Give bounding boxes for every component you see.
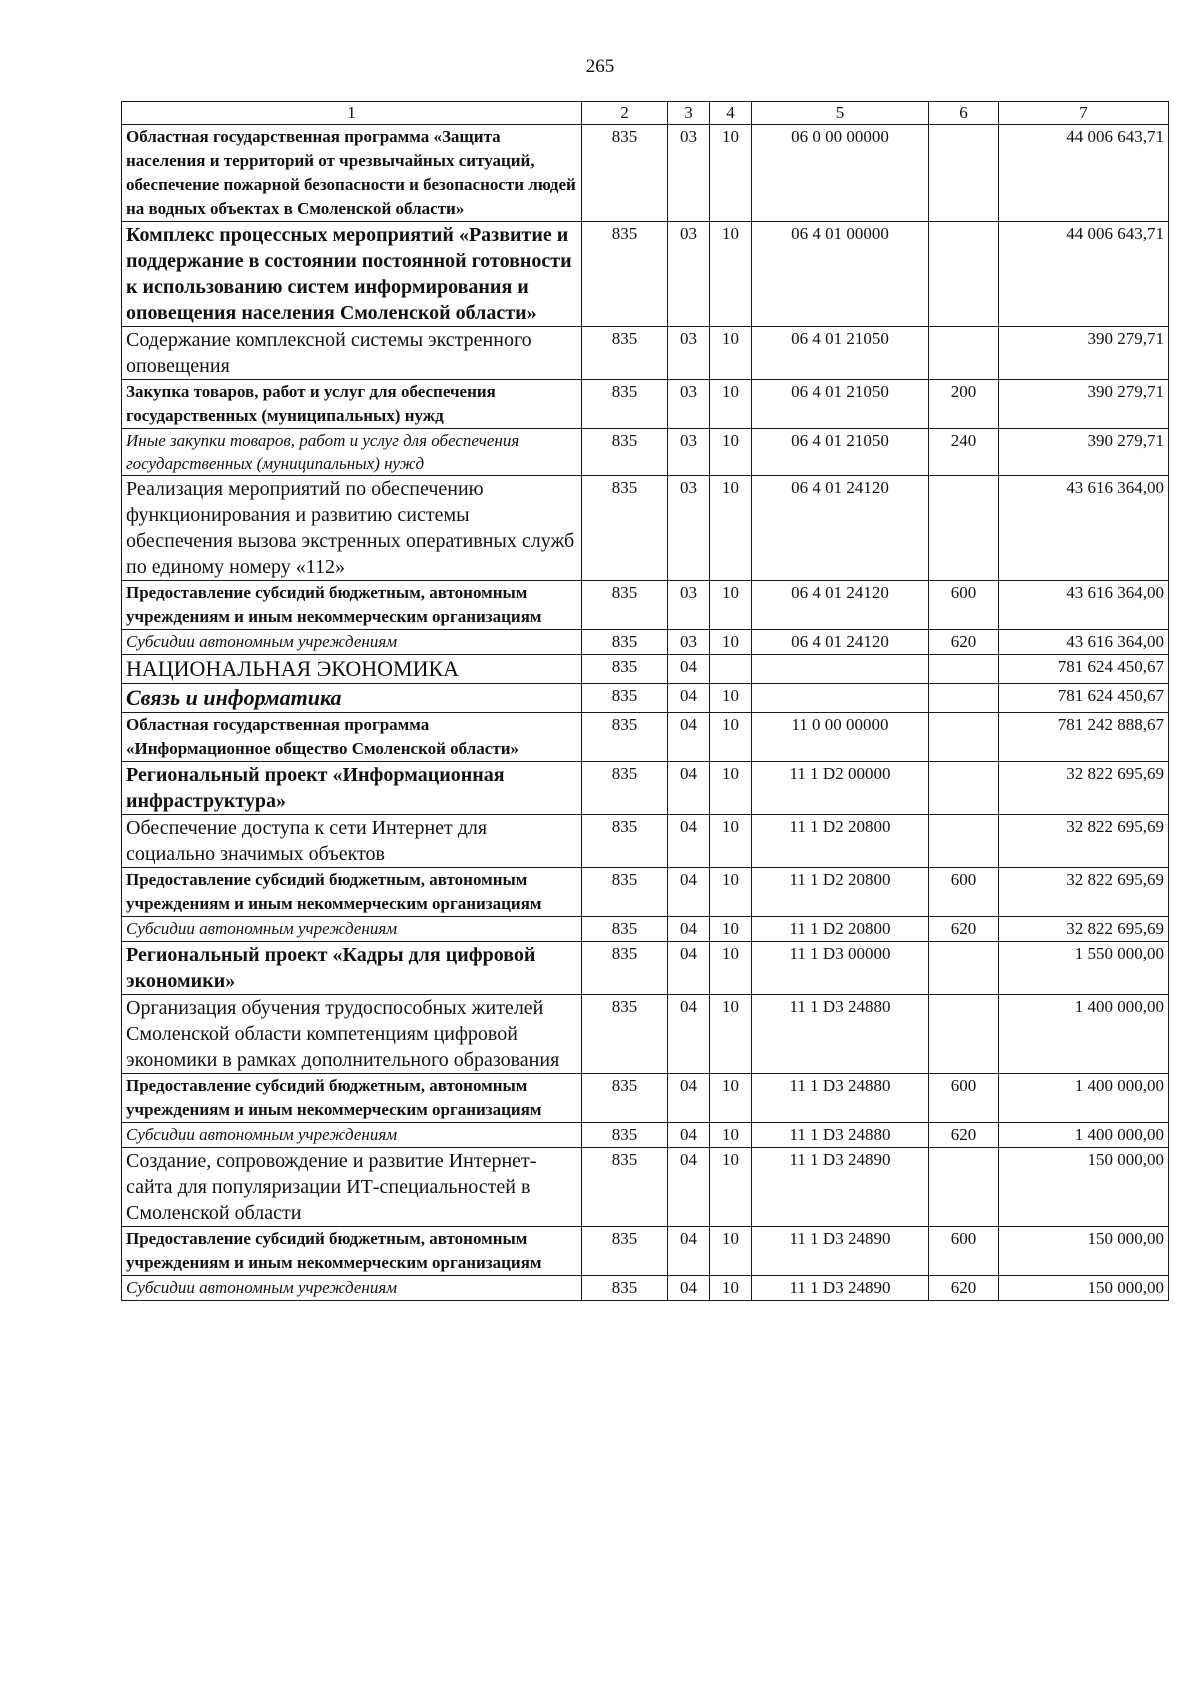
item-name-cell: Обеспечение доступа к сети Интернет для социально значимых объектов	[122, 815, 582, 868]
item-name-cell: Субсидии автономным учреждениям	[122, 917, 582, 942]
target-article-cell: 11 1 D3 24890	[752, 1148, 929, 1227]
column-header: 4	[710, 102, 752, 125]
expense-type-cell: 620	[929, 917, 999, 942]
target-article-cell: 11 1 D2 20800	[752, 815, 929, 868]
amount-cell: 44 006 643,71	[999, 125, 1169, 222]
section-code-cell: 04	[668, 1074, 710, 1123]
amount-cell: 1 400 000,00	[999, 1074, 1169, 1123]
section-code-cell: 04	[668, 1227, 710, 1276]
table-row	[122, 327, 1169, 380]
item-name-cell: Региональный проект «Информационная инфраструктура»	[122, 762, 582, 815]
table-row	[122, 1276, 1169, 1301]
ministry-code-cell: 835	[582, 327, 668, 380]
table-row	[122, 917, 1169, 942]
item-name-cell: Реализация мероприятий по обеспечению функционирования и развитию системы обеспечения вызова экстренных оперативных служб по единому номеру «112»	[122, 476, 582, 581]
ministry-code-cell: 835	[582, 995, 668, 1074]
ministry-code-cell: 835	[582, 1074, 668, 1123]
table-row	[122, 429, 1169, 476]
table-row	[122, 222, 1169, 327]
amount-cell: 781 624 450,67	[999, 655, 1169, 684]
section-code-cell: 04	[668, 713, 710, 762]
column-header: 5	[752, 102, 929, 125]
expense-type-cell	[929, 995, 999, 1074]
section-code-cell: 04	[668, 684, 710, 713]
ministry-code-cell: 835	[582, 917, 668, 942]
amount-cell: 150 000,00	[999, 1227, 1169, 1276]
amount-cell: 32 822 695,69	[999, 868, 1169, 917]
ministry-code-cell: 835	[582, 1276, 668, 1301]
table-row	[122, 655, 1169, 684]
expense-type-cell	[929, 222, 999, 327]
amount-cell: 43 616 364,00	[999, 476, 1169, 581]
expense-type-cell: 620	[929, 630, 999, 655]
subsection-code-cell: 10	[710, 380, 752, 429]
ministry-code-cell: 835	[582, 1148, 668, 1227]
column-header: 6	[929, 102, 999, 125]
ministry-code-cell: 835	[582, 380, 668, 429]
target-article-cell: 11 1 D2 20800	[752, 917, 929, 942]
section-code-cell: 03	[668, 380, 710, 429]
table-row	[122, 476, 1169, 581]
target-article-cell: 06 0 00 00000	[752, 125, 929, 222]
expense-type-cell: 240	[929, 429, 999, 476]
amount-cell: 32 822 695,69	[999, 762, 1169, 815]
subsection-code-cell: 10	[710, 630, 752, 655]
expense-type-cell: 600	[929, 1074, 999, 1123]
target-article-cell: 06 4 01 24120	[752, 581, 929, 630]
subsection-code-cell: 10	[710, 125, 752, 222]
item-name-cell: НАЦИОНАЛЬНАЯ ЭКОНОМИКА	[122, 655, 582, 684]
item-name-cell: Предоставление субсидий бюджетным, автономным учреждениям и иным некоммерческим организациям	[122, 1227, 582, 1276]
ministry-code-cell: 835	[582, 1123, 668, 1148]
section-code-cell: 03	[668, 476, 710, 581]
item-name-cell: Организация обучения трудоспособных жителей Смоленской области компетенциям цифровой экономики в рамках дополнительного образования	[122, 995, 582, 1074]
section-code-cell: 03	[668, 429, 710, 476]
expense-type-cell	[929, 125, 999, 222]
subsection-code-cell: 10	[710, 476, 752, 581]
amount-cell: 32 822 695,69	[999, 815, 1169, 868]
subsection-code-cell: 10	[710, 581, 752, 630]
ministry-code-cell: 835	[582, 684, 668, 713]
column-header: 3	[668, 102, 710, 125]
amount-cell: 390 279,71	[999, 380, 1169, 429]
amount-cell: 44 006 643,71	[999, 222, 1169, 327]
amount-cell: 781 624 450,67	[999, 684, 1169, 713]
section-code-cell: 04	[668, 1276, 710, 1301]
expense-type-cell	[929, 655, 999, 684]
column-header: 7	[999, 102, 1169, 125]
section-code-cell: 03	[668, 630, 710, 655]
target-article-cell: 11 1 D3 24880	[752, 1123, 929, 1148]
item-name-cell: Предоставление субсидий бюджетным, автономным учреждениям и иным некоммерческим организациям	[122, 581, 582, 630]
amount-cell: 781 242 888,67	[999, 713, 1169, 762]
amount-cell: 43 616 364,00	[999, 630, 1169, 655]
table-row	[122, 815, 1169, 868]
item-name-cell: Предоставление субсидий бюджетным, автономным учреждениям и иным некоммерческим организациям	[122, 868, 582, 917]
target-article-cell: 06 4 01 00000	[752, 222, 929, 327]
section-code-cell: 04	[668, 1148, 710, 1227]
section-code-cell: 03	[668, 222, 710, 327]
item-name-cell: Субсидии автономным учреждениям	[122, 1123, 582, 1148]
target-article-cell: 11 1 D2 20800	[752, 868, 929, 917]
target-article-cell: 11 1 D2 00000	[752, 762, 929, 815]
subsection-code-cell: 10	[710, 1227, 752, 1276]
section-code-cell: 04	[668, 868, 710, 917]
target-article-cell: 06 4 01 24120	[752, 630, 929, 655]
subsection-code-cell: 10	[710, 942, 752, 995]
ministry-code-cell: 835	[582, 713, 668, 762]
subsection-code-cell: 10	[710, 917, 752, 942]
target-article-cell	[752, 684, 929, 713]
amount-cell: 1 550 000,00	[999, 942, 1169, 995]
item-name-cell: Содержание комплексной системы экстренного оповещения	[122, 327, 582, 380]
table-row	[122, 762, 1169, 815]
section-code-cell: 03	[668, 581, 710, 630]
subsection-code-cell: 10	[710, 1276, 752, 1301]
item-name-cell: Закупка товаров, работ и услуг для обеспечения государственных (муниципальных) нужд	[122, 380, 582, 429]
expense-type-cell: 620	[929, 1123, 999, 1148]
ministry-code-cell: 835	[582, 815, 668, 868]
subsection-code-cell: 10	[710, 1123, 752, 1148]
target-article-cell: 11 1 D3 24880	[752, 995, 929, 1074]
target-article-cell	[752, 655, 929, 684]
expense-type-cell	[929, 942, 999, 995]
section-code-cell: 03	[668, 125, 710, 222]
target-article-cell: 06 4 01 21050	[752, 429, 929, 476]
subsection-code-cell	[710, 655, 752, 684]
amount-cell: 43 616 364,00	[999, 581, 1169, 630]
ministry-code-cell: 835	[582, 125, 668, 222]
table-row	[122, 868, 1169, 917]
ministry-code-cell: 835	[582, 429, 668, 476]
expense-type-cell	[929, 762, 999, 815]
expense-type-cell	[929, 713, 999, 762]
subsection-code-cell: 10	[710, 1074, 752, 1123]
ministry-code-cell: 835	[582, 581, 668, 630]
target-article-cell: 11 1 D3 00000	[752, 942, 929, 995]
amount-cell: 390 279,71	[999, 327, 1169, 380]
item-name-cell: Субсидии автономным учреждениям	[122, 1276, 582, 1301]
ministry-code-cell: 835	[582, 655, 668, 684]
subsection-code-cell: 10	[710, 995, 752, 1074]
table-row	[122, 1227, 1169, 1276]
section-code-cell: 04	[668, 762, 710, 815]
target-article-cell: 06 4 01 21050	[752, 380, 929, 429]
subsection-code-cell: 10	[710, 713, 752, 762]
section-code-cell: 04	[668, 917, 710, 942]
table-row	[122, 1074, 1169, 1123]
amount-cell: 390 279,71	[999, 429, 1169, 476]
expense-type-cell: 600	[929, 581, 999, 630]
subsection-code-cell: 10	[710, 1148, 752, 1227]
table-row	[122, 684, 1169, 713]
expense-type-cell: 600	[929, 868, 999, 917]
item-name-cell: Субсидии автономным учреждениям	[122, 630, 582, 655]
ministry-code-cell: 835	[582, 630, 668, 655]
table-row	[122, 1148, 1169, 1227]
target-article-cell: 06 4 01 21050	[752, 327, 929, 380]
section-code-cell: 04	[668, 1123, 710, 1148]
expense-type-cell: 620	[929, 1276, 999, 1301]
budget-table	[121, 101, 1169, 1301]
subsection-code-cell: 10	[710, 222, 752, 327]
table-row	[122, 125, 1169, 222]
item-name-cell: Региональный проект «Кадры для цифровой экономики»	[122, 942, 582, 995]
table-row	[122, 942, 1169, 995]
expense-type-cell	[929, 684, 999, 713]
expense-type-cell	[929, 1148, 999, 1227]
item-name-cell: Предоставление субсидий бюджетным, автономным учреждениям и иным некоммерческим организациям	[122, 1074, 582, 1123]
target-article-cell: 11 0 00 00000	[752, 713, 929, 762]
ministry-code-cell: 835	[582, 1227, 668, 1276]
section-code-cell: 04	[668, 995, 710, 1074]
ministry-code-cell: 835	[582, 476, 668, 581]
item-name-cell: Областная государственная программа «Защита населения и территорий от чрезвычайных ситуаций, обеспечение пожарной безопасности и безопасности людей на водных объектах в Смоленской области»	[122, 125, 582, 222]
item-name-cell: Создание, сопровождение и развитие Интернет-сайта для популяризации ИТ-специальностей в Смоленской области	[122, 1148, 582, 1227]
page-number: 265	[585, 56, 615, 77]
item-name-cell: Комплекс процессных мероприятий «Развитие и поддержание в состоянии постоянной готовности к использованию систем информирования и оповещения населения Смоленской области»	[122, 222, 582, 327]
expense-type-cell	[929, 815, 999, 868]
section-code-cell: 03	[668, 327, 710, 380]
item-name-cell: Областная государственная программа «Информационное общество Смоленской области»	[122, 713, 582, 762]
target-article-cell: 06 4 01 24120	[752, 476, 929, 581]
expense-type-cell: 600	[929, 1227, 999, 1276]
subsection-code-cell: 10	[710, 684, 752, 713]
expense-type-cell	[929, 476, 999, 581]
table-row	[122, 1123, 1169, 1148]
ministry-code-cell: 835	[582, 222, 668, 327]
amount-cell: 1 400 000,00	[999, 995, 1169, 1074]
ministry-code-cell: 835	[582, 942, 668, 995]
amount-cell: 150 000,00	[999, 1148, 1169, 1227]
table-row	[122, 713, 1169, 762]
expense-type-cell: 200	[929, 380, 999, 429]
expense-type-cell	[929, 327, 999, 380]
item-name-cell: Иные закупки товаров, работ и услуг для обеспечения государственных (муниципальных) нужд	[122, 429, 582, 476]
amount-cell: 1 400 000,00	[999, 1123, 1169, 1148]
section-code-cell: 04	[668, 815, 710, 868]
target-article-cell: 11 1 D3 24890	[752, 1276, 929, 1301]
subsection-code-cell: 10	[710, 868, 752, 917]
item-name-cell: Связь и информатика	[122, 684, 582, 713]
table-body	[122, 125, 1169, 1301]
table-row	[122, 630, 1169, 655]
subsection-code-cell: 10	[710, 429, 752, 476]
table-row	[122, 380, 1169, 429]
subsection-code-cell: 10	[710, 762, 752, 815]
amount-cell: 150 000,00	[999, 1276, 1169, 1301]
subsection-code-cell: 10	[710, 815, 752, 868]
amount-cell: 32 822 695,69	[999, 917, 1169, 942]
table-row	[122, 995, 1169, 1074]
section-code-cell: 04	[668, 942, 710, 995]
target-article-cell: 11 1 D3 24890	[752, 1227, 929, 1276]
ministry-code-cell: 835	[582, 868, 668, 917]
column-header: 1	[122, 102, 582, 125]
section-code-cell: 04	[668, 655, 710, 684]
target-article-cell: 11 1 D3 24880	[752, 1074, 929, 1123]
column-header: 2	[582, 102, 668, 125]
subsection-code-cell: 10	[710, 327, 752, 380]
table-row	[122, 581, 1169, 630]
ministry-code-cell: 835	[582, 762, 668, 815]
header-row	[122, 102, 1169, 125]
